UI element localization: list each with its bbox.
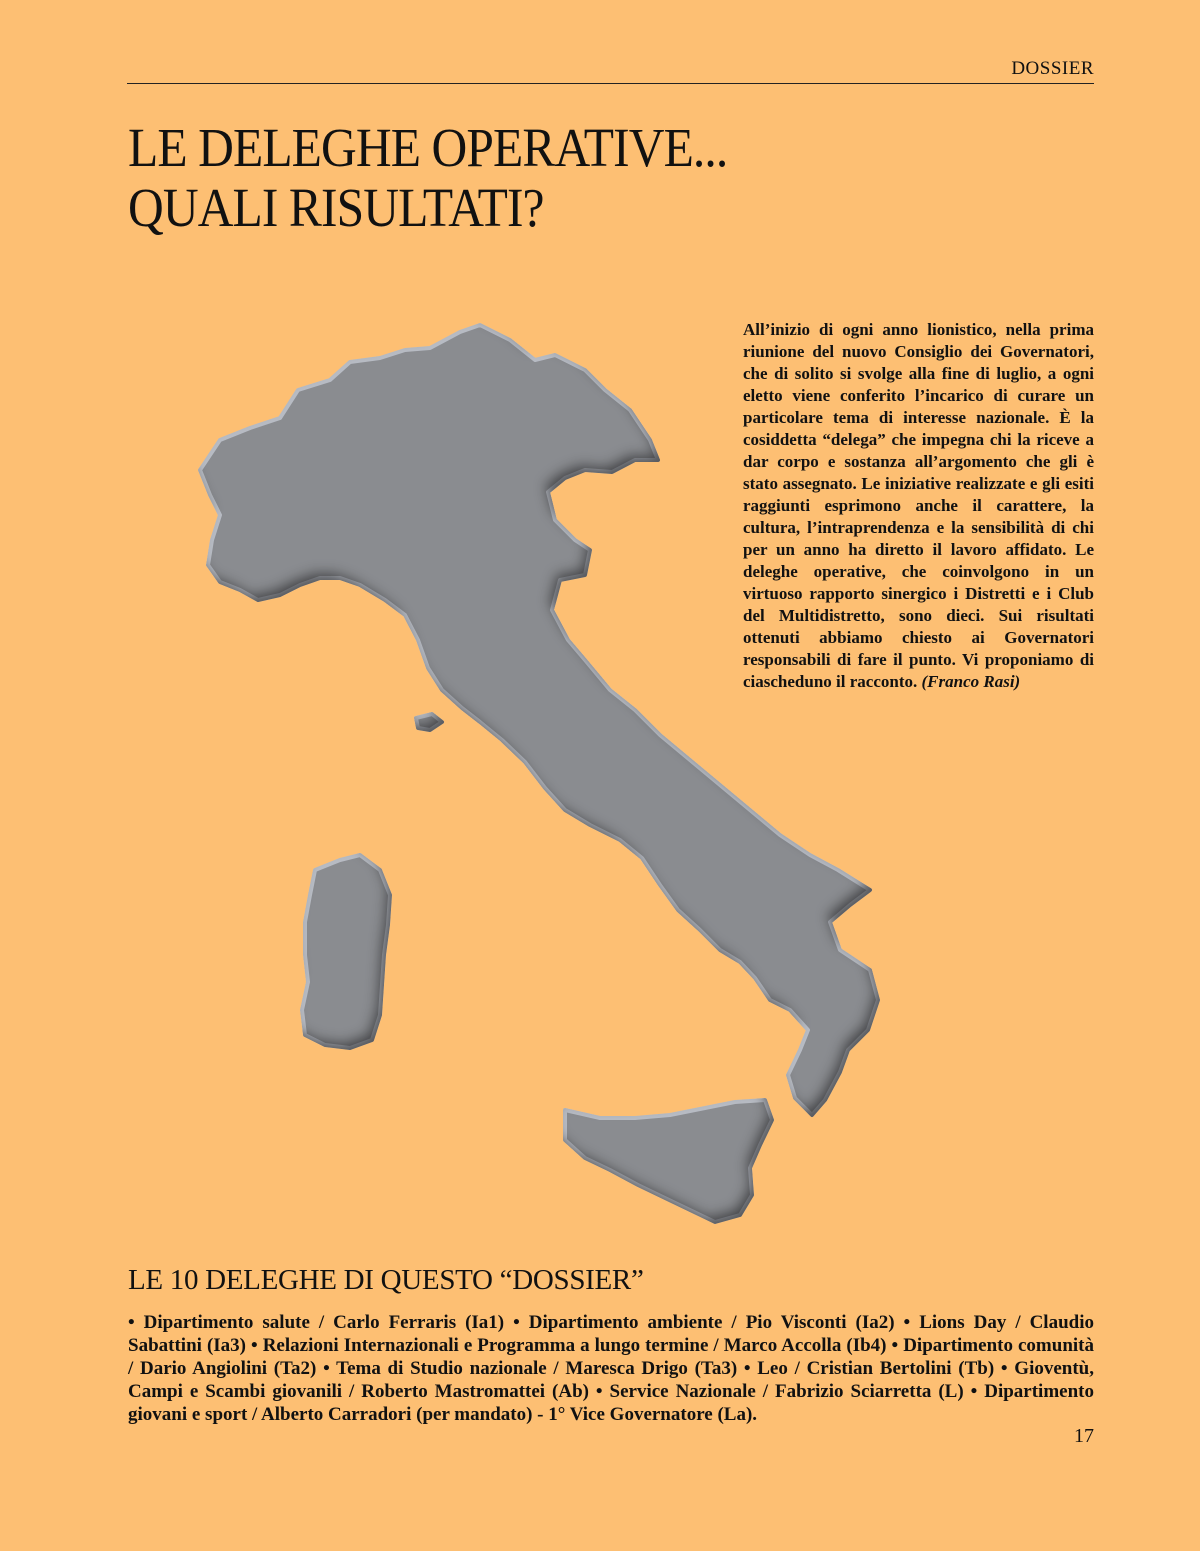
header-divider [127, 83, 1094, 84]
page-number: 17 [1074, 1425, 1094, 1447]
intro-text: All’inizio di ogni anno lionistico, nella prima riunione del nuovo Consiglio dei Governatori, che di solito si svolge alla fine di luglio, a ogni eletto viene conferito l’incarico di curare un particolare tema di interesse nazionale. È la cosiddetta “delega” che impegna chi la riceve a dar corpo e sostanza all’argomento che gli è stato assegnato. Le iniziative realizzate e gli esiti raggiunti esprimono anche il carattere, la cultura, l’intraprendenza e la sensibilità di chi per un anno ha diretto il lavoro affidato. Le deleghe operative, che coinvolgono in un virtuoso rapporto sinergico i Distretti e i Club del Multidistretto, sono dieci. Sui risultati ottenuti abbiamo chiesto ai Governatori responsabili di fare il punto. Vi proponiamo di ciascheduno il racconto. [743, 320, 1094, 691]
deleghe-heading: LE 10 DELEGHE DI QUESTO “DOSSIER” [128, 1264, 644, 1296]
sicily [565, 1100, 772, 1222]
intro-paragraph [743, 319, 1094, 693]
deleghe-list: • Dipartimento salute / Carlo Ferraris (Ia1) • Dipartimento ambiente / Pio Visconti (Ia2) • Lions Day / Claudio Sabattini (Ia3) • Relazioni Internazionali e Programma a lungo termine / Marco Accolla (Ib4) • Dipartimento comunità / Dario Angiolini (Ta2) • Tema di Studio nazionale / Maresca Drigo (Ta3) • Leo / Cristian Bertolini (Tb) • Gioventù, Campi e Scambi giovanili / Roberto Mastromattei (Ab) • Service Nazionale / Fabrizio Sciarretta (L) • Dipartimento giovani e sport / Alberto Carradori (per mandato) - 1° Vice Governatore (La). [128, 1312, 1094, 1425]
intro-author: (Franco Rasi) [921, 672, 1021, 691]
title-line-2: QUALI RISULTATI? [128, 177, 544, 238]
title-line-1: LE DELEGHE OPERATIVE... [128, 117, 728, 178]
elba [416, 714, 442, 730]
section-label: DOSSIER [1011, 58, 1094, 79]
page-title [128, 118, 866, 238]
sardinia [302, 855, 390, 1048]
